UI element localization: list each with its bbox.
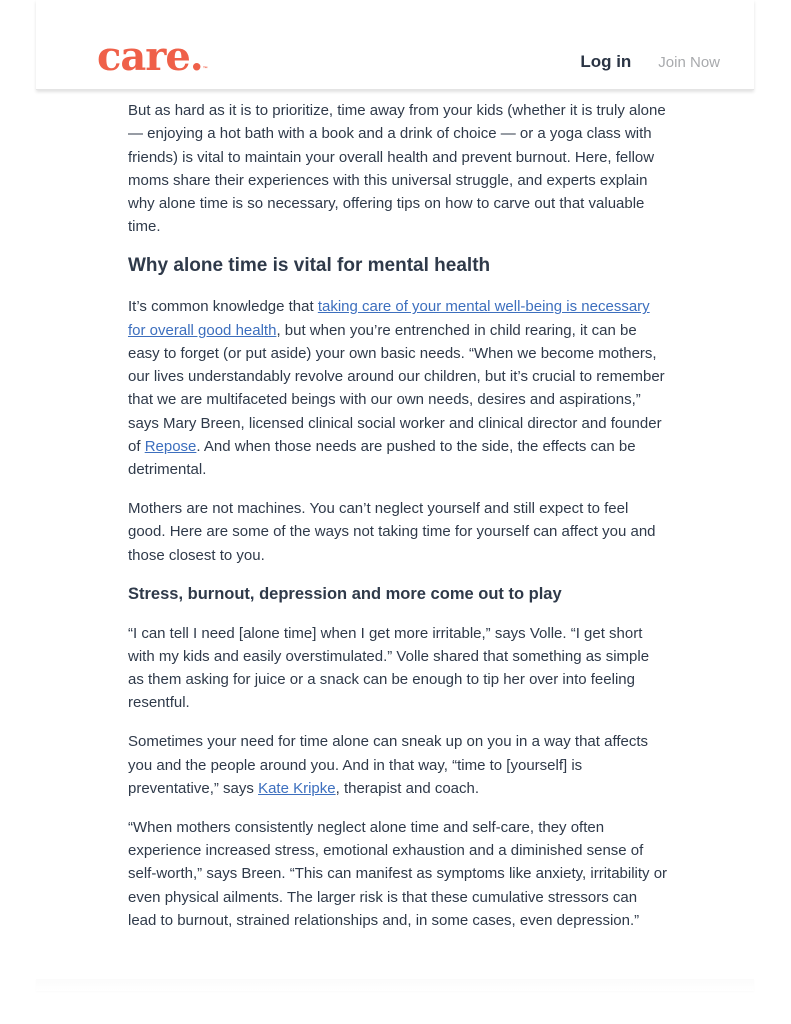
section-heading-stress-burnout: Stress, burnout, depression and more come out to play [128, 584, 562, 603]
article-body [128, 99, 668, 948]
login-link[interactable]: Log in [580, 52, 632, 71]
repose-link[interactable]: Repose [144, 438, 197, 456]
text: , but when you’re entrenched in child rearing, it can be easy to forget (or put aside) your own basic needs. “When we become mothers, our lives understandably revolve around our children, but it’s crucial to remember that we are multifaceted beings with our own needs, desires and aspirations,” says Mary Breen, licensed clinical social worker and clinical director and founder of [128, 321, 665, 456]
trademark-symbol: ™ [202, 66, 208, 72]
join-now-link[interactable]: Join Now [658, 53, 720, 71]
header-nav [580, 52, 720, 72]
intro-paragraph: But as hard as it is to prioritize, time away from your kids (whether it is truly alone — enjoying a hot bath with a book and a drink of choice — or a yoga class with friends) is vital to maintain your overall health and prevent burnout. Here, fellow moms share their experiences with this universal struggle, and experts explain why alone time is so necessary, offering tips on how to carve out that valuable time. [128, 102, 666, 236]
care-logo[interactable] [97, 33, 208, 89]
footer-divider [36, 979, 754, 991]
text: . And when those needs are pushed to the side, the effects can be detrimental. [128, 438, 636, 479]
site-header [36, 0, 754, 90]
mental-well-being-link[interactable]: taking care of your mental well-being is necessary for overall good health [128, 298, 650, 339]
text: It’s common knowledge that [128, 298, 318, 316]
mothers-not-machines-paragraph: Mothers are not machines. You can’t neglect yourself and still expect to feel good. Here are some of the ways not taking time for yourself can affect you and those closest to you. [128, 500, 656, 564]
kripke-paragraph [128, 730, 668, 800]
breen-quote-paragraph: “When mothers consistently neglect alone time and self-care, they often experience increased stress, emotional exhaustion and a diminished sense of self-worth,” says Breen. “This can manifest as symptoms like anxiety, irritability or even physical ailments. The larger risk is that these cumulative stressors can lead to burnout, strained relationships and, in some cases, even depression.” [128, 818, 668, 929]
text: Sometimes your need for time alone can sneak up on you in a way that affects you and the people around you. And in that way, “time to [yourself] is preventative,” says [128, 733, 649, 797]
section-heading-alone-time: Why alone time is vital for mental health [128, 255, 491, 277]
mental-health-paragraph [128, 295, 668, 481]
kate-kripke-link[interactable]: Kate Kripke [258, 779, 336, 797]
text: , therapist and coach. [335, 779, 480, 797]
logo-text: care. [97, 33, 203, 80]
volle-quote-paragraph: “I can tell I need [alone time] when I get more irritable,” says Volle. “I get short with my kids and easily overstimulated.” Volle shared that something as simple as them asking for juice or a snack can be enough to tip her over into feeling resentful. [128, 624, 650, 712]
